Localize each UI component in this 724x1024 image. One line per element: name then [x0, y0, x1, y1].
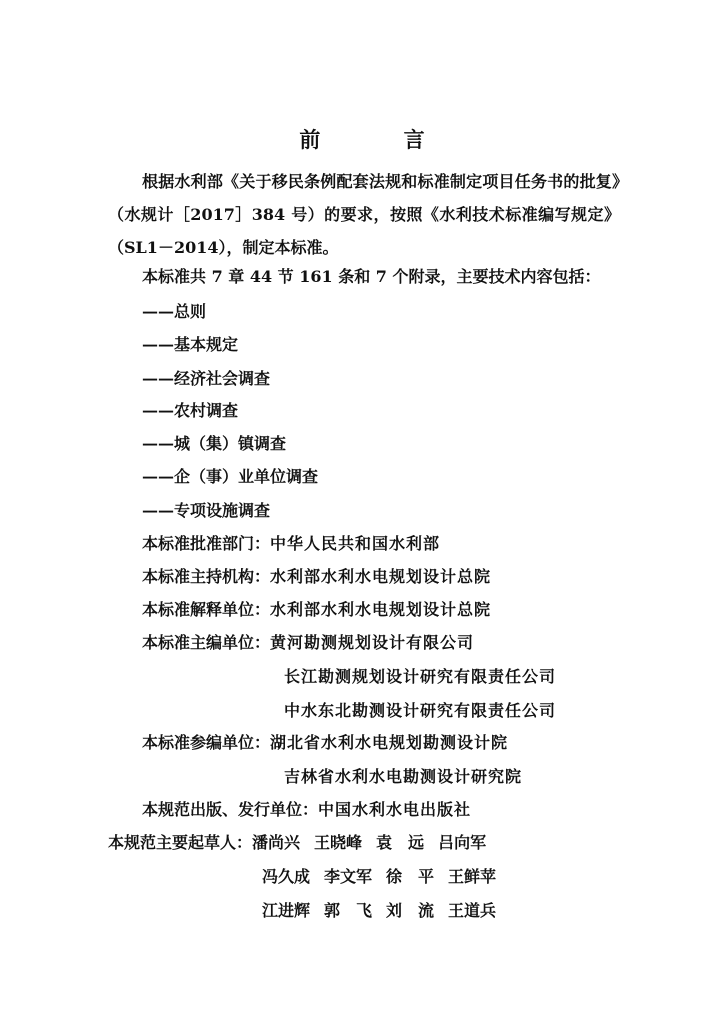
drafter-name: 李文军	[324, 867, 373, 886]
publisher-value: 中国水利水电出版社	[318, 800, 472, 819]
interpret-row	[142, 599, 491, 621]
drafter-name: 刘 流	[386, 901, 435, 920]
contents-item-town: ——城（集）镇调查	[142, 434, 287, 453]
drafter-name: 吕向军	[438, 833, 487, 852]
drafter-name: 徐 平	[386, 867, 435, 886]
chief-row	[142, 632, 474, 654]
page-title: 前 言	[299, 127, 463, 152]
drafter-name: 潘尚兴	[252, 833, 301, 852]
contents-summary: 本标准共 7 章 44 节 161 条和 7 个附录，主要技术内容包括：	[142, 267, 601, 286]
drafters-row-3	[262, 900, 510, 922]
chief-value-1: 黄河勘测规划设计有限公司	[270, 633, 475, 652]
chief-label: 本标准主编单位：	[142, 633, 271, 652]
drafters-row-1	[108, 832, 500, 854]
host-row	[142, 566, 491, 588]
drafters-row-2	[262, 866, 510, 888]
participant-label: 本标准参编单位：	[142, 733, 271, 752]
drafter-name: 袁 远	[376, 833, 425, 852]
host-value: 水利部水利水电规划设计总院	[270, 567, 492, 586]
drafter-name: 郭 飞	[324, 901, 373, 920]
chief-value-2: 长江勘测规划设计研究有限责任公司	[284, 667, 557, 686]
approval-value: 中华人民共和国水利部	[270, 534, 441, 553]
chief-value-3: 中水东北勘测设计研究有限责任公司	[284, 701, 557, 720]
drafter-name: 王鲜苹	[448, 867, 497, 886]
publisher-label: 本规范出版、发行单位：	[142, 800, 319, 819]
drafter-name: 冯久成	[262, 867, 311, 886]
contents-item-rural: ——农村调查	[142, 401, 239, 420]
participant-value-2: 吉林省水利水电勘测设计研究院	[284, 767, 523, 786]
contents-item-general: ——总则	[142, 302, 207, 321]
drafter-name: 王道兵	[448, 901, 497, 920]
approval-row	[142, 533, 440, 555]
contents-item-basic-rules: ——基本规定	[142, 335, 239, 354]
contents-item-special-facilities: ——专项设施调查	[142, 501, 271, 520]
drafters-label: 本规范主要起草人：	[108, 833, 253, 852]
host-label: 本标准主持机构：	[142, 567, 271, 586]
drafter-name: 江进辉	[262, 901, 311, 920]
contents-item-socioeconomic: ——经济社会调查	[142, 369, 271, 388]
participant-row	[142, 732, 508, 754]
approval-label: 本标准批准部门：	[142, 534, 271, 553]
interpret-label: 本标准解释单位：	[142, 600, 271, 619]
interpret-value: 水利部水利水电规划设计总院	[270, 600, 492, 619]
intro-paragraph: 根据水利部《关于移民条例配套法规和标准制定项目任务书的批复》（水规计［2017］384 号）的要求，按照《水利技术标准编写规定》（SL1－2014），制定本标准。	[108, 172, 620, 257]
publisher-row	[142, 799, 471, 821]
drafter-name: 王晓峰	[314, 833, 363, 852]
contents-item-enterprise: ——企（事）业单位调查	[142, 467, 319, 486]
participant-value-1: 湖北省水利水电规划勘测设计院	[270, 733, 509, 752]
